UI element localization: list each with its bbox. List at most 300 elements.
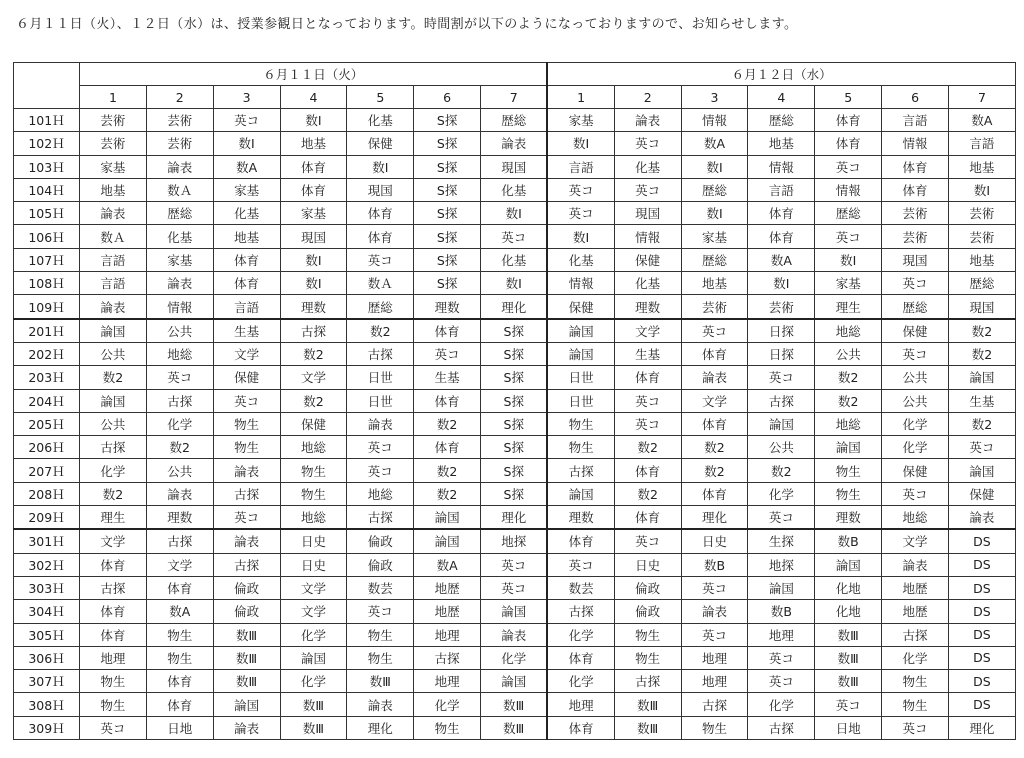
subject-cell: 数Ⅲ <box>614 693 681 716</box>
subject-cell: 論表 <box>481 623 548 646</box>
subject-cell: 物生 <box>280 459 347 482</box>
subject-cell: 論国 <box>80 319 147 343</box>
period-header: 5 <box>815 86 882 109</box>
subject-cell: 数Ⅲ <box>815 623 882 646</box>
subject-cell: 理生 <box>815 295 882 319</box>
period-header: 7 <box>481 86 548 109</box>
subject-cell: 言語 <box>748 178 815 201</box>
subject-cell: 生基 <box>614 342 681 365</box>
corner-cell <box>14 63 80 109</box>
subject-cell: S探 <box>481 366 548 389</box>
subject-cell: 数Ⅰ <box>815 248 882 271</box>
subject-cell: 理化 <box>481 506 548 530</box>
subject-cell: 芸術 <box>80 109 147 132</box>
subject-cell: 保健 <box>347 132 414 155</box>
subject-cell: 数Ⅰ <box>481 202 548 225</box>
subject-cell: 文学 <box>213 342 280 365</box>
day-header-1: ６月１１日（火） <box>80 63 548 86</box>
subject-cell: 地理 <box>414 670 481 693</box>
table-row <box>14 553 1016 576</box>
subject-cell: 古探 <box>347 506 414 530</box>
subject-cell: 家基 <box>681 225 748 248</box>
period-header: 1 <box>80 86 147 109</box>
subject-cell: 文学 <box>882 529 949 553</box>
subject-cell: 文学 <box>146 553 213 576</box>
subject-cell: 日史 <box>614 553 681 576</box>
subject-cell: 英コ <box>614 529 681 553</box>
subject-cell: 地理 <box>681 670 748 693</box>
subject-cell: 英コ <box>146 366 213 389</box>
subject-cell: 体育 <box>146 693 213 716</box>
subject-cell: 地総 <box>146 342 213 365</box>
subject-cell: 数Ⅲ <box>614 716 681 739</box>
subject-cell: 理数 <box>547 506 614 530</box>
table-row <box>14 389 1016 412</box>
subject-cell: 古探 <box>547 600 614 623</box>
period-header: 3 <box>213 86 280 109</box>
subject-cell: 数B <box>748 600 815 623</box>
subject-cell: DS <box>948 553 1015 576</box>
notice-text: ６月１１日（火）、１２日（水）は、授業参観日となっております。時間割が以下のようになっておりますので、お知らせします。 <box>16 17 798 32</box>
subject-cell: 数2 <box>280 389 347 412</box>
subject-cell: 数A <box>948 109 1015 132</box>
subject-cell: 地基 <box>213 225 280 248</box>
subject-cell: 言語 <box>213 295 280 319</box>
subject-cell: 数2 <box>948 319 1015 343</box>
subject-cell: 公共 <box>882 366 949 389</box>
subject-cell: 英コ <box>481 553 548 576</box>
class-label: 302Ｈ <box>14 553 80 576</box>
subject-cell: 数Ⅲ <box>815 670 882 693</box>
subject-cell: 数2 <box>748 459 815 482</box>
subject-cell: 古探 <box>80 436 147 459</box>
subject-cell: 英コ <box>614 132 681 155</box>
table-row <box>14 600 1016 623</box>
subject-cell: DS <box>948 600 1015 623</box>
table-row <box>14 132 1016 155</box>
subject-cell: 論国 <box>547 482 614 505</box>
subject-cell: 数Ⅲ <box>213 646 280 669</box>
subject-cell: 論表 <box>213 529 280 553</box>
subject-cell: 数Ⅰ <box>347 155 414 178</box>
class-label: 202Ｈ <box>14 342 80 365</box>
subject-cell: 化学 <box>414 693 481 716</box>
subject-cell: 論表 <box>146 482 213 505</box>
subject-cell: 倫政 <box>614 576 681 599</box>
subject-cell: 理化 <box>347 716 414 739</box>
subject-cell: 倫政 <box>213 576 280 599</box>
subject-cell: 数2 <box>80 366 147 389</box>
subject-cell: 生探 <box>748 529 815 553</box>
table-row <box>14 248 1016 271</box>
subject-cell: 論国 <box>414 529 481 553</box>
subject-cell: 化基 <box>614 155 681 178</box>
subject-cell: 歴総 <box>748 109 815 132</box>
subject-cell: 理生 <box>80 506 147 530</box>
subject-cell: 化学 <box>882 436 949 459</box>
subject-cell: 情報 <box>748 155 815 178</box>
subject-cell: 生基 <box>948 389 1015 412</box>
subject-cell: 体育 <box>681 412 748 435</box>
subject-cell: 地理 <box>681 646 748 669</box>
subject-cell: 日探 <box>748 319 815 343</box>
subject-cell: 地総 <box>347 482 414 505</box>
class-label: 102Ｈ <box>14 132 80 155</box>
class-label: 207Ｈ <box>14 459 80 482</box>
subject-cell: 物生 <box>213 412 280 435</box>
subject-cell: 生基 <box>414 366 481 389</box>
subject-cell: 地基 <box>748 132 815 155</box>
subject-cell: 地探 <box>481 529 548 553</box>
subject-cell: 体育 <box>882 178 949 201</box>
subject-cell: 地基 <box>280 132 347 155</box>
subject-cell: 情報 <box>815 178 882 201</box>
subject-cell: 芸術 <box>948 202 1015 225</box>
table-row <box>14 155 1016 178</box>
subject-cell: 日史 <box>681 529 748 553</box>
subject-cell: 地探 <box>748 553 815 576</box>
subject-cell: S探 <box>481 342 548 365</box>
table-row <box>14 623 1016 646</box>
subject-cell: 英コ <box>347 248 414 271</box>
subject-cell: 体育 <box>748 202 815 225</box>
subject-cell: 体育 <box>414 319 481 343</box>
subject-cell: 数2 <box>815 389 882 412</box>
period-header: 6 <box>882 86 949 109</box>
table-row <box>14 272 1016 295</box>
subject-cell: 家基 <box>815 272 882 295</box>
subject-cell: 公共 <box>80 342 147 365</box>
subject-cell: 物生 <box>280 482 347 505</box>
subject-cell: S探 <box>414 225 481 248</box>
subject-cell: 数2 <box>146 436 213 459</box>
subject-cell: 論国 <box>481 670 548 693</box>
subject-cell: 理数 <box>414 295 481 319</box>
class-label: 308Ｈ <box>14 693 80 716</box>
subject-cell: 体育 <box>614 366 681 389</box>
subject-cell: 物生 <box>815 482 882 505</box>
subject-cell: 現国 <box>280 225 347 248</box>
table-row <box>14 670 1016 693</box>
subject-cell: 数芸 <box>547 576 614 599</box>
subject-cell: 論表 <box>681 600 748 623</box>
subject-cell: 論表 <box>481 132 548 155</box>
subject-cell: 英コ <box>882 482 949 505</box>
subject-cell: 体育 <box>614 506 681 530</box>
subject-cell: 英コ <box>882 272 949 295</box>
subject-cell: 体育 <box>882 155 949 178</box>
subject-cell: 古探 <box>213 482 280 505</box>
subject-cell: 古探 <box>681 693 748 716</box>
subject-cell: 数A <box>748 248 815 271</box>
period-header: 4 <box>280 86 347 109</box>
subject-cell: 文学 <box>80 529 147 553</box>
subject-cell: 物生 <box>681 716 748 739</box>
subject-cell: 体育 <box>414 436 481 459</box>
subject-cell: 日世 <box>547 366 614 389</box>
timetable <box>13 62 1016 740</box>
table-row <box>14 366 1016 389</box>
subject-cell: S探 <box>414 132 481 155</box>
subject-cell: 英コ <box>681 623 748 646</box>
subject-cell: 体育 <box>280 155 347 178</box>
subject-cell: 言語 <box>80 248 147 271</box>
table-row <box>14 319 1016 343</box>
subject-cell: 論表 <box>347 412 414 435</box>
subject-cell: 日史 <box>280 553 347 576</box>
table-row <box>14 482 1016 505</box>
subject-cell: 保健 <box>882 459 949 482</box>
subject-cell: 英コ <box>80 716 147 739</box>
subject-cell: 数A <box>213 155 280 178</box>
subject-cell: 物生 <box>80 670 147 693</box>
subject-cell: 日世 <box>547 389 614 412</box>
class-label: 101Ｈ <box>14 109 80 132</box>
subject-cell: 化学 <box>80 459 147 482</box>
subject-cell: 情報 <box>547 272 614 295</box>
class-label: 206Ｈ <box>14 436 80 459</box>
subject-cell: 日史 <box>280 529 347 553</box>
subject-cell: 理化 <box>681 506 748 530</box>
subject-cell: 家基 <box>280 202 347 225</box>
table-row <box>14 459 1016 482</box>
subject-cell: 英コ <box>681 319 748 343</box>
subject-cell: 英コ <box>213 506 280 530</box>
subject-cell: 地総 <box>815 319 882 343</box>
subject-cell: 数Ⅲ <box>815 646 882 669</box>
class-label: 106Ｈ <box>14 225 80 248</box>
subject-cell: S探 <box>481 412 548 435</box>
subject-cell: 数2 <box>681 459 748 482</box>
subject-cell: 体育 <box>80 623 147 646</box>
subject-cell: 論表 <box>213 459 280 482</box>
subject-cell: 化学 <box>547 623 614 646</box>
subject-cell: 理数 <box>280 295 347 319</box>
subject-cell: 理化 <box>948 716 1015 739</box>
subject-cell: 数B <box>815 529 882 553</box>
subject-cell: 歴総 <box>347 295 414 319</box>
class-label: 104Ｈ <box>14 178 80 201</box>
table-row <box>14 202 1016 225</box>
period-header: 7 <box>948 86 1015 109</box>
subject-cell: 体育 <box>547 529 614 553</box>
subject-cell: 物生 <box>614 623 681 646</box>
subject-cell: 数2 <box>681 436 748 459</box>
class-label: 305Ｈ <box>14 623 80 646</box>
subject-cell: 論国 <box>414 506 481 530</box>
class-label: 201Ｈ <box>14 319 80 343</box>
subject-cell: 英コ <box>748 646 815 669</box>
subject-cell: 英コ <box>948 436 1015 459</box>
subject-cell: 論国 <box>481 600 548 623</box>
subject-cell: 数Ⅲ <box>481 693 548 716</box>
subject-cell: 英コ <box>614 389 681 412</box>
class-label: 209Ｈ <box>14 506 80 530</box>
class-label: 204Ｈ <box>14 389 80 412</box>
subject-cell: 公共 <box>882 389 949 412</box>
subject-cell: 家基 <box>80 155 147 178</box>
subject-cell: 生基 <box>213 319 280 343</box>
subject-cell: 論国 <box>280 646 347 669</box>
subject-cell: 英コ <box>213 109 280 132</box>
subject-cell: 日探 <box>748 342 815 365</box>
subject-cell: 物生 <box>80 693 147 716</box>
subject-cell: 地基 <box>948 155 1015 178</box>
subject-cell: 古探 <box>614 670 681 693</box>
subject-cell: 家基 <box>146 248 213 271</box>
subject-cell: 英コ <box>748 506 815 530</box>
subject-cell: 歴総 <box>815 202 882 225</box>
subject-cell: 化学 <box>280 670 347 693</box>
subject-cell: 化基 <box>614 272 681 295</box>
table-row <box>14 506 1016 530</box>
class-label: 208Ｈ <box>14 482 80 505</box>
subject-cell: 体育 <box>80 553 147 576</box>
subject-cell: 理化 <box>481 295 548 319</box>
subject-cell: S探 <box>481 459 548 482</box>
subject-cell: 理数 <box>815 506 882 530</box>
subject-cell: DS <box>948 576 1015 599</box>
subject-cell: DS <box>948 670 1015 693</box>
subject-cell: 化基 <box>146 225 213 248</box>
period-header: 5 <box>347 86 414 109</box>
subject-cell: 数2 <box>347 319 414 343</box>
subject-cell: 英コ <box>481 576 548 599</box>
subject-cell: 地基 <box>948 248 1015 271</box>
subject-cell: 数Ⅰ <box>280 248 347 271</box>
subject-cell: 論表 <box>146 155 213 178</box>
subject-cell: 地理 <box>414 623 481 646</box>
class-label: 307Ｈ <box>14 670 80 693</box>
class-label: 105Ｈ <box>14 202 80 225</box>
class-label: 107Ｈ <box>14 248 80 271</box>
subject-cell: 化学 <box>748 693 815 716</box>
subject-cell: 論表 <box>681 366 748 389</box>
subject-cell: 数Ⅰ <box>213 132 280 155</box>
subject-cell: 数Ⅰ <box>547 132 614 155</box>
subject-cell: 論表 <box>614 109 681 132</box>
subject-cell: 数Ⅲ <box>347 670 414 693</box>
subject-cell: 化学 <box>146 412 213 435</box>
day-header-row <box>14 63 1016 86</box>
subject-cell: 英コ <box>815 693 882 716</box>
table-row <box>14 225 1016 248</box>
subject-cell: S探 <box>414 109 481 132</box>
subject-cell: 地歴 <box>882 576 949 599</box>
subject-cell: 論表 <box>80 295 147 319</box>
class-label: 205Ｈ <box>14 412 80 435</box>
subject-cell: 論国 <box>80 389 147 412</box>
subject-cell: 化地 <box>815 576 882 599</box>
subject-cell: 数2 <box>80 482 147 505</box>
subject-cell: 体育 <box>547 716 614 739</box>
subject-cell: 言語 <box>882 109 949 132</box>
subject-cell: 化学 <box>882 412 949 435</box>
subject-cell: 論国 <box>948 366 1015 389</box>
class-label: 203Ｈ <box>14 366 80 389</box>
subject-cell: 数2 <box>948 412 1015 435</box>
subject-cell: 古探 <box>748 389 815 412</box>
subject-cell: 歴総 <box>882 295 949 319</box>
subject-cell: 古探 <box>882 623 949 646</box>
subject-cell: 古探 <box>280 319 347 343</box>
subject-cell: 体育 <box>681 482 748 505</box>
subject-cell: 化学 <box>280 623 347 646</box>
subject-cell: 化基 <box>481 248 548 271</box>
subject-cell: 英コ <box>614 412 681 435</box>
subject-cell: 化学 <box>748 482 815 505</box>
subject-cell: 物生 <box>547 412 614 435</box>
period-header: 3 <box>681 86 748 109</box>
subject-cell: 英コ <box>547 202 614 225</box>
subject-cell: 地総 <box>815 412 882 435</box>
subject-cell: 数2 <box>414 482 481 505</box>
subject-cell: 公共 <box>80 412 147 435</box>
subject-cell: 数Ａ <box>146 178 213 201</box>
subject-cell: 古探 <box>80 576 147 599</box>
subject-cell: 化基 <box>347 109 414 132</box>
subject-cell: 地理 <box>547 693 614 716</box>
subject-cell: 芸術 <box>748 295 815 319</box>
subject-cell: 古探 <box>146 389 213 412</box>
subject-cell: 数Ⅰ <box>681 155 748 178</box>
subject-cell: 物生 <box>882 670 949 693</box>
subject-cell: 情報 <box>146 295 213 319</box>
subject-cell: 英コ <box>547 178 614 201</box>
subject-cell: 数2 <box>815 366 882 389</box>
subject-cell: 文学 <box>280 576 347 599</box>
subject-cell: 数Ⅰ <box>280 272 347 295</box>
subject-cell: 情報 <box>614 225 681 248</box>
subject-cell: 古探 <box>347 342 414 365</box>
subject-cell: 体育 <box>414 389 481 412</box>
subject-cell: 現国 <box>481 155 548 178</box>
subject-cell: 英コ <box>481 225 548 248</box>
subject-cell: 数A <box>414 553 481 576</box>
subject-cell: 芸術 <box>681 295 748 319</box>
subject-cell: 英コ <box>547 553 614 576</box>
subject-cell: 物生 <box>146 623 213 646</box>
subject-cell: 公共 <box>748 436 815 459</box>
subject-cell: 文学 <box>681 389 748 412</box>
subject-cell: 体育 <box>547 646 614 669</box>
subject-cell: 数2 <box>280 342 347 365</box>
subject-cell: 物生 <box>882 693 949 716</box>
subject-cell: 数2 <box>414 459 481 482</box>
subject-cell: 数Ⅲ <box>213 670 280 693</box>
subject-cell: 現国 <box>882 248 949 271</box>
subject-cell: 化基 <box>547 248 614 271</box>
subject-cell: S探 <box>414 178 481 201</box>
subject-cell: 日地 <box>146 716 213 739</box>
subject-cell: 英コ <box>213 389 280 412</box>
subject-cell: 化学 <box>882 646 949 669</box>
subject-cell: 数2 <box>414 412 481 435</box>
subject-cell: S探 <box>481 389 548 412</box>
subject-cell: 文学 <box>280 600 347 623</box>
period-header: 1 <box>547 86 614 109</box>
subject-cell: 芸術 <box>146 132 213 155</box>
subject-cell: 芸術 <box>882 202 949 225</box>
subject-cell: 地基 <box>681 272 748 295</box>
subject-cell: 芸術 <box>882 225 949 248</box>
subject-cell: 古探 <box>414 646 481 669</box>
subject-cell: 論表 <box>213 716 280 739</box>
table-row <box>14 646 1016 669</box>
subject-cell: 化地 <box>815 600 882 623</box>
subject-cell: DS <box>948 529 1015 553</box>
subject-cell: 芸術 <box>948 225 1015 248</box>
